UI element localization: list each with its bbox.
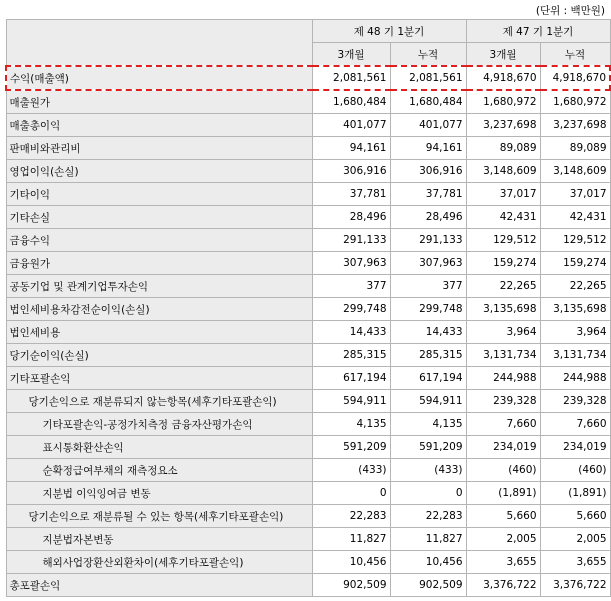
row-value: 7,660 bbox=[540, 413, 610, 436]
row-value: (1,891) bbox=[540, 482, 610, 505]
table-row bbox=[6, 160, 610, 183]
header-sub: 3개월 bbox=[312, 43, 390, 67]
row-label: 영업이익(손실) bbox=[6, 160, 312, 183]
row-label: 지분법자본변동 bbox=[6, 528, 312, 551]
row-value: 3,237,698 bbox=[466, 114, 540, 137]
header-period-48: 제 48 기 1분기 bbox=[312, 20, 466, 43]
row-value: 94,161 bbox=[390, 137, 466, 160]
table-row bbox=[6, 528, 610, 551]
row-label: 당기손익으로 재분류되지 않는항목(세후기타포괄손익) bbox=[6, 390, 312, 413]
table-row bbox=[6, 367, 610, 390]
table-row bbox=[6, 66, 610, 90]
row-value: 902,509 bbox=[312, 574, 390, 597]
row-value: 22,283 bbox=[390, 505, 466, 528]
row-value: 244,988 bbox=[540, 367, 610, 390]
row-value: 3,135,698 bbox=[540, 298, 610, 321]
row-value: 3,135,698 bbox=[466, 298, 540, 321]
row-value: 3,131,734 bbox=[540, 344, 610, 367]
row-label: 매출원가 bbox=[6, 90, 312, 114]
row-value: 401,077 bbox=[390, 114, 466, 137]
table-row bbox=[6, 321, 610, 344]
row-value: 3,376,722 bbox=[466, 574, 540, 597]
row-label: 기타손실 bbox=[6, 206, 312, 229]
table-row bbox=[6, 114, 610, 137]
row-value: 591,209 bbox=[312, 436, 390, 459]
table-body bbox=[6, 66, 610, 597]
header-blank bbox=[6, 20, 312, 67]
table-row bbox=[6, 344, 610, 367]
table-row bbox=[6, 413, 610, 436]
table-row bbox=[6, 390, 610, 413]
row-value: 617,194 bbox=[312, 367, 390, 390]
row-label: 법인세비용 bbox=[6, 321, 312, 344]
table-row bbox=[6, 275, 610, 298]
row-value: 902,509 bbox=[390, 574, 466, 597]
table-row bbox=[6, 482, 610, 505]
row-value: 22,265 bbox=[466, 275, 540, 298]
row-value: 3,964 bbox=[466, 321, 540, 344]
row-value: 1,680,972 bbox=[540, 90, 610, 114]
row-value: 1,680,484 bbox=[390, 90, 466, 114]
row-value: 1,680,484 bbox=[312, 90, 390, 114]
row-value: 37,781 bbox=[312, 183, 390, 206]
row-value: 3,237,698 bbox=[540, 114, 610, 137]
row-value: 3,131,734 bbox=[466, 344, 540, 367]
header-period-47: 제 47 기 1분기 bbox=[466, 20, 610, 43]
row-value: (460) bbox=[540, 459, 610, 482]
row-value: (460) bbox=[466, 459, 540, 482]
row-value: 42,431 bbox=[540, 206, 610, 229]
unit-note: (단위 : 백만원) bbox=[535, 5, 605, 17]
row-value: 401,077 bbox=[312, 114, 390, 137]
row-value: 1,680,972 bbox=[466, 90, 540, 114]
row-label: 법인세비용차감전순이익(손실) bbox=[6, 298, 312, 321]
row-value: 307,963 bbox=[390, 252, 466, 275]
row-label: 수익(매출액) bbox=[6, 66, 312, 90]
row-value: 299,748 bbox=[312, 298, 390, 321]
table-row bbox=[6, 183, 610, 206]
row-value: 159,274 bbox=[466, 252, 540, 275]
row-value: 11,827 bbox=[390, 528, 466, 551]
row-value: 285,315 bbox=[390, 344, 466, 367]
header-sub: 3개월 bbox=[466, 43, 540, 67]
header-row-periods bbox=[6, 20, 610, 43]
row-value: 28,496 bbox=[312, 206, 390, 229]
row-value: 159,274 bbox=[540, 252, 610, 275]
row-value: 129,512 bbox=[540, 229, 610, 252]
row-value: 94,161 bbox=[312, 137, 390, 160]
row-value: 244,988 bbox=[466, 367, 540, 390]
row-value: 3,655 bbox=[540, 551, 610, 574]
row-value: 594,911 bbox=[312, 390, 390, 413]
row-value: 285,315 bbox=[312, 344, 390, 367]
table-row bbox=[6, 90, 610, 114]
row-value: 3,964 bbox=[540, 321, 610, 344]
row-value: 239,328 bbox=[466, 390, 540, 413]
row-value: 42,431 bbox=[466, 206, 540, 229]
table-row bbox=[6, 137, 610, 160]
row-value: 3,655 bbox=[466, 551, 540, 574]
header-sub: 누적 bbox=[390, 43, 466, 67]
row-value: 234,019 bbox=[466, 436, 540, 459]
table-row bbox=[6, 574, 610, 597]
table-row bbox=[6, 505, 610, 528]
row-value: 377 bbox=[312, 275, 390, 298]
row-value: 3,148,609 bbox=[540, 160, 610, 183]
income-statement-table bbox=[5, 19, 611, 597]
table-row bbox=[6, 436, 610, 459]
row-label: 해외사업장환산외환차이(세후기타포괄손익) bbox=[6, 551, 312, 574]
row-value: 594,911 bbox=[390, 390, 466, 413]
table-row bbox=[6, 229, 610, 252]
row-value: 3,148,609 bbox=[466, 160, 540, 183]
row-value: (433) bbox=[312, 459, 390, 482]
row-value: 4,135 bbox=[390, 413, 466, 436]
row-value: 377 bbox=[390, 275, 466, 298]
row-value: 5,660 bbox=[540, 505, 610, 528]
row-label: 기타포괄손익 bbox=[6, 367, 312, 390]
row-value: 4,918,670 bbox=[466, 66, 540, 90]
row-label: 기타이익 bbox=[6, 183, 312, 206]
table-row bbox=[6, 298, 610, 321]
row-value: 306,916 bbox=[390, 160, 466, 183]
row-value: 22,283 bbox=[312, 505, 390, 528]
table-row bbox=[6, 252, 610, 275]
row-value: 2,081,561 bbox=[390, 66, 466, 90]
table-row bbox=[6, 459, 610, 482]
row-label: 매출총이익 bbox=[6, 114, 312, 137]
row-value: 0 bbox=[312, 482, 390, 505]
row-value: 37,781 bbox=[390, 183, 466, 206]
row-value: 306,916 bbox=[312, 160, 390, 183]
row-value: 5,660 bbox=[466, 505, 540, 528]
row-value: 22,265 bbox=[540, 275, 610, 298]
row-value: 10,456 bbox=[312, 551, 390, 574]
row-label: 공동기업 및 관계기업투자손익 bbox=[6, 275, 312, 298]
row-label: 지분법 이익잉여금 변동 bbox=[6, 482, 312, 505]
row-label: 기타포괄손익-공정가치측정 금융자산평가손익 bbox=[6, 413, 312, 436]
row-value: 2,081,561 bbox=[312, 66, 390, 90]
row-label: 판매비와관리비 bbox=[6, 137, 312, 160]
row-label: 당기순이익(손실) bbox=[6, 344, 312, 367]
header-sub: 누적 bbox=[540, 43, 610, 67]
row-value: 4,135 bbox=[312, 413, 390, 436]
row-value: 4,918,670 bbox=[540, 66, 610, 90]
row-value: 291,133 bbox=[312, 229, 390, 252]
row-value: 129,512 bbox=[466, 229, 540, 252]
table-row bbox=[6, 206, 610, 229]
row-value: 14,433 bbox=[312, 321, 390, 344]
row-value: 14,433 bbox=[390, 321, 466, 344]
row-value: 239,328 bbox=[540, 390, 610, 413]
row-label: 금융수익 bbox=[6, 229, 312, 252]
row-value: 307,963 bbox=[312, 252, 390, 275]
row-label: 총포괄손익 bbox=[6, 574, 312, 597]
row-value: 0 bbox=[390, 482, 466, 505]
row-value: 2,005 bbox=[466, 528, 540, 551]
row-value: (433) bbox=[390, 459, 466, 482]
row-value: 7,660 bbox=[466, 413, 540, 436]
row-value: 234,019 bbox=[540, 436, 610, 459]
row-value: 2,005 bbox=[540, 528, 610, 551]
row-value: (1,891) bbox=[466, 482, 540, 505]
row-value: 591,209 bbox=[390, 436, 466, 459]
row-value: 89,089 bbox=[540, 137, 610, 160]
table-row bbox=[6, 551, 610, 574]
row-label: 표시통화환산손익 bbox=[6, 436, 312, 459]
row-value: 617,194 bbox=[390, 367, 466, 390]
row-value: 291,133 bbox=[390, 229, 466, 252]
row-value: 37,017 bbox=[540, 183, 610, 206]
row-value: 299,748 bbox=[390, 298, 466, 321]
row-label: 금융원가 bbox=[6, 252, 312, 275]
row-value: 89,089 bbox=[466, 137, 540, 160]
row-label: 당기손익으로 재분류될 수 있는 항목(세후기타포괄손익) bbox=[6, 505, 312, 528]
row-label: 순확정급여부채의 재측정요소 bbox=[6, 459, 312, 482]
row-value: 10,456 bbox=[390, 551, 466, 574]
row-value: 11,827 bbox=[312, 528, 390, 551]
row-value: 28,496 bbox=[390, 206, 466, 229]
row-value: 37,017 bbox=[466, 183, 540, 206]
row-value: 3,376,722 bbox=[540, 574, 610, 597]
